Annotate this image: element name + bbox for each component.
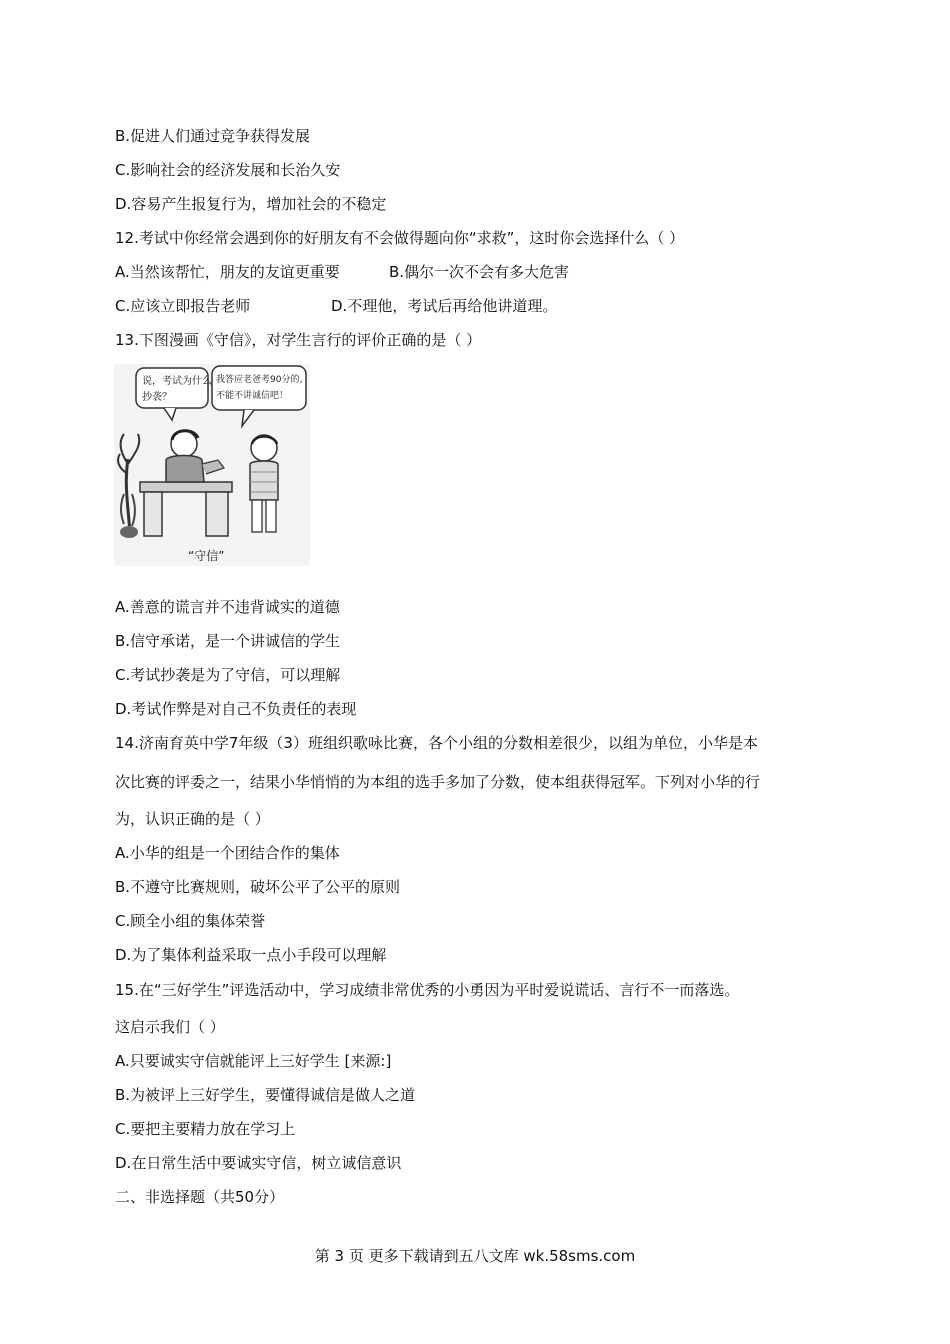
option-14c: C.顾全小组的集体荣誉 — [115, 912, 266, 930]
option-12a: A.当然该帮忙，朋友的友谊更重要 — [115, 263, 340, 281]
option-15b: B.为被评上三好学生，要懂得诚信是做人之道 — [115, 1086, 416, 1104]
option-14b: B.不遵守比赛规则，破坏公平了公平的原则 — [115, 878, 401, 896]
bubble-right-line2: 不能不讲诚信吧！ — [216, 391, 289, 401]
section-heading: 二、非选择题（共50分） — [115, 1188, 285, 1206]
option-13b: B.信守承诺，是一个讲诚信的学生 — [115, 632, 341, 650]
question-15-line1: 15.在“三好学生”评选活动中，学习成绩非常优秀的小勇因为平时爱说谎话、言行不一而落选。 — [115, 981, 740, 999]
option-15d: D.在日常生活中要诚实守信，树立诚信意识 — [115, 1154, 402, 1172]
option-13d: D.考试作弊是对自己不负责任的表现 — [115, 700, 357, 718]
question-15-line2: 这启示我们（ ） — [115, 1018, 225, 1036]
option-13c: C.考试抄袭是为了守信，可以理解 — [115, 666, 341, 684]
option-14a: A.小华的组是一个团结合作的集体 — [115, 844, 340, 862]
option-15c: C.要把主要精力放在学习上 — [115, 1120, 296, 1138]
question-12: 12.考试中你经常会遇到你的好朋友有不会做得题向你“求救”，这时你会选择什么（ ） — [115, 229, 685, 247]
option-15a: A.只要诚实守信就能评上三好学生 [来源:] — [115, 1052, 392, 1070]
question-14-line3: 为，认识正确的是（ ） — [115, 810, 270, 828]
option-11c: C.影响社会的经济发展和长治久安 — [115, 161, 341, 179]
cartoon-drawing — [114, 364, 310, 566]
option-13a: A.善意的谎言并不违背诚实的道德 — [115, 598, 340, 616]
option-12b: B.偶尔一次不会有多大危害 — [389, 263, 570, 281]
option-11d: D.容易产生报复行为，增加社会的不稳定 — [115, 195, 387, 213]
option-12d: D.不理他，考试后再给他讲道理。 — [331, 297, 558, 315]
bubble-right-line1: 我答应老爸考90分的， — [216, 375, 309, 385]
question-13: 13.下图漫画《守信》，对学生言行的评价正确的是（ ） — [115, 331, 482, 349]
cartoon-caption: “守信” — [188, 549, 225, 563]
question-14-line2: 次比赛的评委之一，结果小华悄悄的为本组的选手多加了分数，使本组获得冠军。下列对小华的行 — [115, 773, 761, 791]
bubble-left-line1: 说，考试为什么 — [142, 376, 212, 387]
cartoon-image — [114, 364, 310, 566]
option-12c: C.应该立即报告老师 — [115, 297, 251, 315]
option-11b: B.促进人们通过竞争获得发展 — [115, 127, 311, 145]
page-footer: 第 3 页 更多下载请到五八文库 wk.58sms.com — [314, 1247, 636, 1265]
option-14d: D.为了集体利益采取一点小手段可以理解 — [115, 946, 387, 964]
bubble-left-line2: 抄袭？ — [142, 392, 172, 403]
question-14-line1: 14.济南育英中学7年级（3）班组织歌咏比赛，各个小组的分数相差很少，以组为单位，小华是本 — [115, 734, 758, 752]
